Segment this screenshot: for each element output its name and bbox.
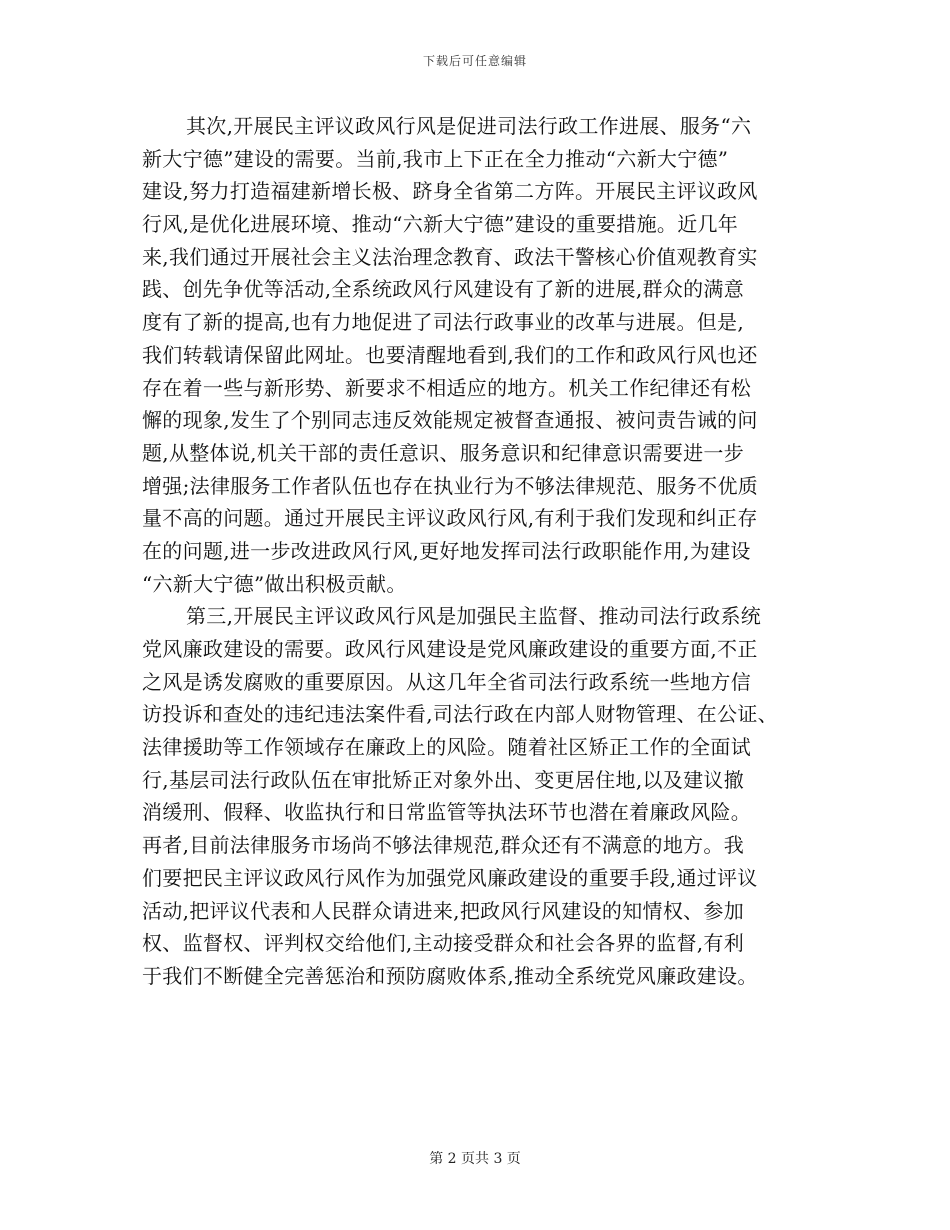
paragraph-line: 量不高的问题。通过开展民主评议政风行风,有利于我们发现和纠正存 [142,506,758,531]
paragraph-line: 懈的现象,发生了个别同志违反效能规定被督查通报、被问责告诫的问 [142,408,758,433]
page-number: 第 2 页共 3 页 [429,1151,521,1167]
paragraph-line: 新大宁德”建设的需要。当前,我市上下正在全力推动“六新大宁德” [142,146,729,171]
paragraph-line: 们要把民主评议政风行风作为加强党风廉政建设的重要手段,通过评议 [142,865,758,890]
paragraph-line: 存在着一些与新形势、新要求不相适应的地方。机关工作纪律还有松 [142,375,751,400]
paragraph-line: 来,我们通过开展社会主义法治理念教育、政法干警核心价值观教育实 [142,244,758,269]
paragraph-line: 第三,开展民主评议政风行风是加强民主监督、推动司法行政系统 [186,604,762,629]
paragraph-line: 度有了新的提高,也有力地促进了司法行政事业的改革与进展。但是, [142,310,745,335]
paragraph-line: 之风是诱发腐败的重要原因。从这几年全省司法行政系统一些地方信 [142,669,751,694]
paragraph-line: 我们转载请保留此网址。也要清醒地看到,我们的工作和政风行风也还 [142,342,758,367]
document-body [142,110,812,993]
paragraph-line: 访投诉和查处的违纪违法案件看,司法行政在内部人财物管理、在公证、 [142,702,778,727]
paragraph-line: “六新大宁德”做出积极贡献。 [142,571,407,596]
paragraph-line: 权、监督权、评判权交给他们,主动接受群众和社会各界的监督,有利 [142,931,745,956]
paragraph-line: 在的问题,进一步改进政风行风,更好地发挥司法行政职能作用,为建设 [142,538,751,563]
paragraph-line: 题,从整体说,机关干部的责任意识、服务意识和纪律意识需要进一步 [142,440,745,465]
paragraph-line: 行风,是优化进展环境、推动“六新大宁德”建设的重要措施。近几年 [142,212,739,237]
paragraph-line: 消缓刑、假释、收监执行和日常监管等执法环节也潜在着廉政风险。 [142,800,751,825]
paragraph-line: 于我们不断健全完善惩治和预防腐败体系,推动全系统党风廉政建设。 [142,963,758,988]
page-header: 下载后可任意编辑 [422,54,527,68]
paragraph-line: 建设,努力打造福建新增长极、跻身全省第二方阵。开展民主评议政风 [142,179,758,204]
paragraph-line: 再者,目前法律服务市场尚不够法律规范,群众还有不满意的地方。我 [142,833,745,858]
paragraph-line: 践、创先争优等活动,全系统政风行风建设有了新的进展,群众的满意 [142,277,745,302]
paragraph-line: 其次,开展民主评议政风行风是促进司法行政工作进展、服务“六 [186,114,752,138]
paragraph-line: 增强;法律服务工作者队伍也存在执业行为不够法律规范、服务不优质 [142,473,759,498]
paragraph-line: 活动,把评议代表和人民群众请进来,把政风行风建设的知情权、参加 [142,898,745,923]
paragraph-line: 党风廉政建设的需要。政风行风建设是党风廉政建设的重要方面,不正 [142,637,758,661]
paragraph-line: 法律援助等工作领域存在廉政上的风险。随着社区矫正工作的全面试 [142,735,751,760]
paragraph-line: 行,基层司法行政队伍在审批矫正对象外出、变更居住地,以及建议撤 [142,767,745,792]
